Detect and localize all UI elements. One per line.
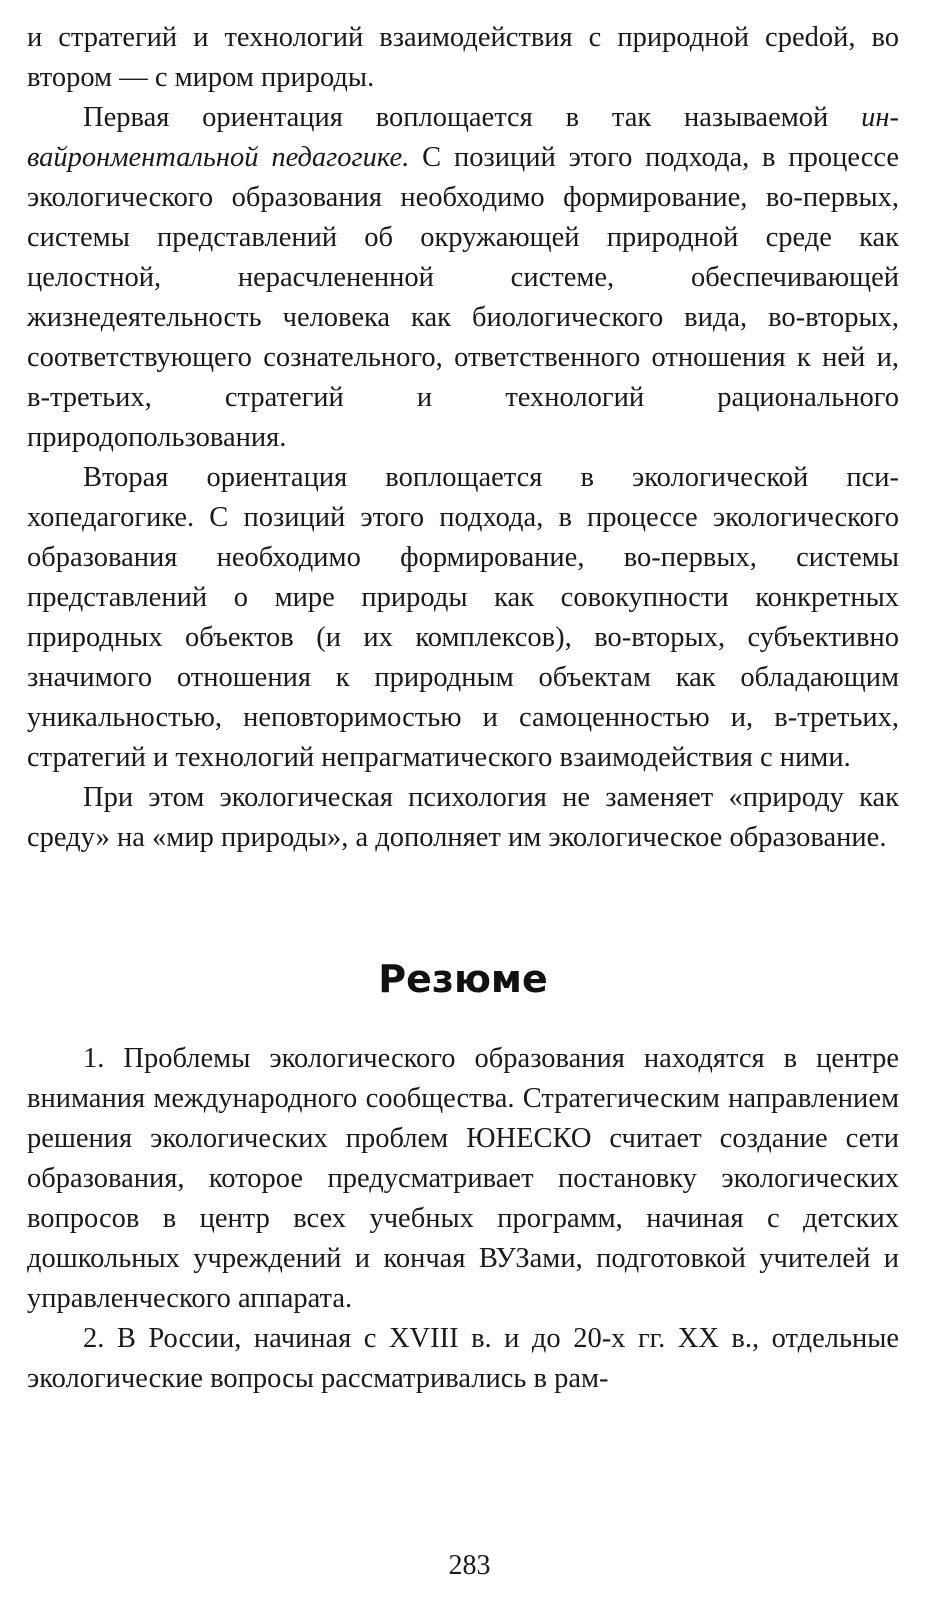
page-number: 283 xyxy=(448,1550,491,1581)
summary-list xyxy=(27,1039,899,1399)
paragraph-body-text: С позиций этого подхода, в процессе экологического образования необходимо формирование, во-первых, системы представлений об окружающей природной среде как целостной, нерасчлененной системе, обеспечивающей жизнедеятельность человека как биологического вида, во-вторых, соответствующего сознательного, ответственного отношения к ней и, в-третьих, стратегий и технологий рационального природопользования. xyxy=(27,142,899,453)
section-heading-summary: Резюме xyxy=(378,957,548,1001)
page-content xyxy=(27,18,899,1399)
paragraph-environmental-pedagogy xyxy=(27,98,899,458)
summary-item-1: 1. Проблемы экологического образования находятся в центре внимания международного сообщества. Стратегическим направлением решения экологических проблем ЮНЕСКО считает создание сети образования, которое предусматривает постановку экологических вопросов в центр всех учебных программ, начиная с детских дошкольных учреждений и кончая ВУЗами, подготовкой учителей и управленческого аппарата. xyxy=(27,1043,899,1314)
summary-item-2: 2. В России, начиная с XVIII в. и до 20-х гг. XX в., отдельные экологические вопросы рассматривались в рам- xyxy=(27,1323,899,1394)
paragraph-conclusion: При этом экологическая психология не заменяет «природу как среду» на «мир природы», а дополняет им экологическое образование. xyxy=(27,782,899,853)
paragraph-continuation: и стратегий и технологий взаимодействия с природной среdой, во втором — с миром природы. xyxy=(27,22,899,93)
italic-term: инвайронментальной педагогике. xyxy=(27,102,899,173)
paragraph-ecological-psychopedagogy: Вторая ориентация воплощается в экологической психопедагогике. С позиций этого подхода, в процессе экологического образования необходимо формирование, во-первых, системы представлений о мире природы как совокупности конкретных природных объектов (и их комплексов), во-вторых, субъективно значимого отношения к природным объектам как обладающим уникальностью, неповторимостью и самоценностью и, в-третьих, стратегий и технологий непрагматического взаимодействия с ними. xyxy=(27,462,899,773)
paragraph-lead-text: Первая ориентация воплощается в так называемой xyxy=(83,102,862,133)
